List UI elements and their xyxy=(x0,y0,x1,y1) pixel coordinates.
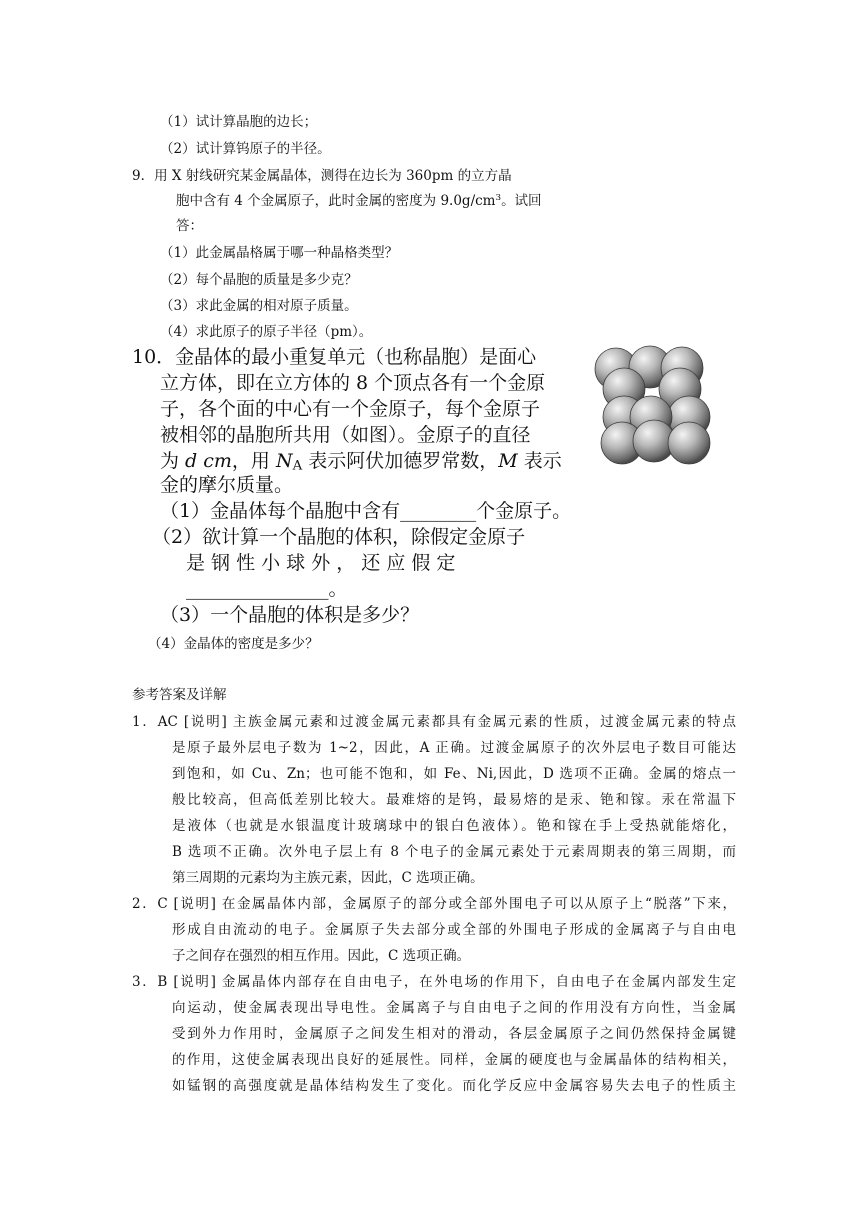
answer1-line: 般比较高，但高低差别比较大。最难熔的是钨，最易熔的是汞、铯和镓。汞在常温下 xyxy=(172,792,736,808)
q10-line2: 立方体，即在立方体的 8 个顶点各有一个金原 xyxy=(160,372,546,394)
answer3-line: 受到外力作用时，金属原子之间发生相对的滑动，各层金属原子之间仍然保持金属键 xyxy=(172,1026,736,1042)
q8-part2: （2）试计算钨原子的半径。 xyxy=(160,141,331,157)
q9-part3: （3）求此金属的相对原子质量。 xyxy=(160,298,358,314)
q9-line3: 答： xyxy=(176,218,203,234)
q10-part4: （4）金晶体的密度是多少？ xyxy=(148,636,319,652)
answer3-line: 3．B [说明] 金属晶体内部存在自由电子，在外电场的作用下，自由电子在金属内部发生定 xyxy=(132,974,736,990)
q8-part1: （1）试计算晶胞的边长； xyxy=(160,114,318,130)
q9-part1: （1）此金属晶格属于哪一种晶格类型？ xyxy=(160,245,399,261)
q10-part1: （1）金晶体每个晶胞中含有________个金原子。 xyxy=(160,500,572,522)
q10-line1: 10．金晶体的最小重复单元（也称晶胞）是面心 xyxy=(132,346,537,368)
q10-line3: 子，各个面的中心有一个金原子，每个金原子 xyxy=(160,398,541,420)
answer2-line: 2．C [说明] 在金属晶体内部，金属原子的部分或全部外围电子可以从原子上“脱落”下来， xyxy=(132,896,736,912)
q10-line6: 金的摩尔质量。 xyxy=(160,474,294,496)
q10-line4: 被相邻的晶胞所共用（如图）。金原子的直径 xyxy=(160,424,531,446)
answer1-line: 是液体（也就是水银温度计玻璃球中的银白色液体）。铯和镓在手上受热就能熔化， xyxy=(172,818,736,834)
q10-line5: 为 d cm，用 $N_A$ 表示阿伏加德罗常数，M 表示 xyxy=(160,450,562,474)
q10-part2-line2: 是 钢 性 小 球 外 ， 还 应 假 定 xyxy=(186,552,456,574)
q9-part4: （4）求此原子的原子半径（pm）。 xyxy=(160,324,373,340)
answers-heading: 参考答案及详解 xyxy=(132,687,227,703)
gold-unit-cell-figure xyxy=(594,345,716,467)
atom-sphere xyxy=(668,422,710,464)
answer3-line: 如锰钢的高强度就是晶体结构发生了变化。而化学反应中金属容易失去电子的性质主 xyxy=(172,1078,736,1094)
q10-part2-line1: （2）欲计算一个晶胞的体积，除假定金原子 xyxy=(152,526,526,548)
q9-part2: （2）每个晶胞的质量是多少克？ xyxy=(160,272,358,288)
answer1-line: B 选项不正确。次外电子层上有 8 个电子的金属元素处于元素周期表的第三周期，而 xyxy=(172,844,736,860)
answer2-line: 子之间存在强烈的相互作用。因此，C 选项正确。 xyxy=(172,948,471,964)
q10-part3: （3）一个晶胞的体积是多少？ xyxy=(160,604,420,626)
answer1-line: 是原子最外层电子数为 1~2，因此，A 正确。过渡金属原子的次外层电子数目可能达 xyxy=(172,740,736,756)
q9-line2: 胞中含有 4 个金属原子，此时金属的密度为 $9.0g/cm^3$。试回 xyxy=(176,193,542,209)
answer3-line: 向运动，使金属表现出导电性。金属离子与自由电子之间的作用没有方向性，当金属 xyxy=(172,1000,736,1016)
answer1-line: 1．AC [说明] 主族金属元素和过渡金属元素都具有金属元素的性质，过渡金属元素的特点 xyxy=(132,714,736,730)
answer1-line: 到饱和，如 Cu、Zn；也可能不饱和，如 Fe、Ni,因此，D 选项不正确。金属的熔点一 xyxy=(172,766,736,782)
answer3-line: 的作用，这使金属表现出良好的延展性。同样，金属的硬度也与金属晶体的结构相关， xyxy=(172,1052,736,1068)
q9-line1: 9．用 X 射线研究某金属晶体，测得在边长为 360pm 的立方晶 xyxy=(132,168,512,184)
answer2-line: 形成自由流动的电子。金属原子失去部分或全部的外围电子形成的金属离子与自由电 xyxy=(172,922,736,938)
q10-part2-line3: _______________。 xyxy=(186,578,348,600)
answer1-line: 第三周期的元素均为主族元素，因此，C 选项正确。 xyxy=(172,870,484,886)
